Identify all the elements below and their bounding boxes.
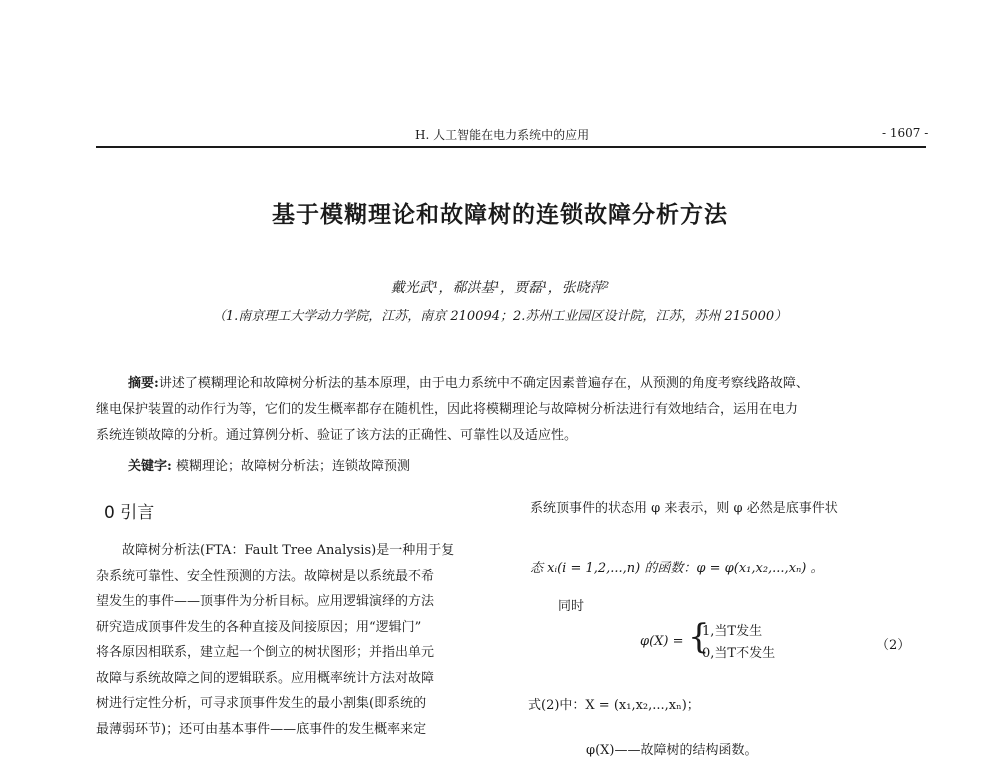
intro-line: 故障与系统故障之间的逻辑联系。应用概率统计方法对故障 — [96, 670, 435, 686]
section-heading: 0 引言 — [104, 503, 155, 523]
equation-brace: { — [688, 617, 710, 657]
keywords-label: 关键字: — [128, 459, 172, 474]
intro-paragraph — [96, 538, 498, 742]
equation-case-2: 0,当T不发生 — [702, 646, 776, 661]
abstract-line-1 — [96, 371, 926, 397]
abstract-text-1: 讲述了模糊理论和故障树分析法的基本原理，由于电力系统中不确定因素普遍存在，从预测的角度考察线路故障、 — [158, 376, 809, 391]
phi-definition: φ(X)——故障树的结构函数。 — [586, 743, 758, 758]
intro-line: 故障树分析法(FTA：Fault Tree Analysis)是一种用于复 — [122, 543, 455, 558]
abstract-line-2: 继电保护装置的动作行为等，它们的发生概率都存在随机性，因此将模糊理论与故障树分析法进行有效地结合，运用在电力 — [96, 402, 799, 417]
page-number: - 1607 - — [882, 126, 929, 140]
intro-line: 研究造成顶事件发生的各种直接及间接原因；用“逻辑门” — [96, 619, 422, 635]
author-list: 戴光武¹，郗洪基¹，贾磊¹，张晓萍² — [390, 280, 610, 296]
where-clause: 式(2)中：X = (x₁,x₂,...,xₙ)； — [528, 698, 700, 713]
abstract — [96, 371, 926, 449]
intro-line: 最薄弱环节)；还可由基本事件——底事件的发生概率来定 — [96, 721, 427, 737]
keywords — [128, 455, 410, 474]
abstract-label: 摘要: — [128, 376, 159, 391]
equation-case-1: 1,当T发生 — [702, 624, 763, 639]
equation-lhs: φ(X) = — [640, 634, 684, 649]
running-header-title: H. 人工智能在电力系统中的应用 — [415, 128, 590, 142]
abstract-line-3: 系统连锁故障的分析。通过算例分析、验证了该方法的正确性、可靠性以及适应性。 — [96, 428, 578, 443]
equation-number: （2） — [876, 638, 911, 653]
intro-line: 将各原因相联系，建立起一个倒立的树状图形；并指出单元 — [96, 645, 435, 660]
affiliations: （1.南京理工大学动力学院，江苏，南京 210094；2.苏州工业园区设计院，江苏，苏州 215000） — [212, 309, 788, 324]
intro-line: 杂系统可靠性、安全性预测的方法。故障树是以系统最不希 — [96, 568, 435, 584]
keywords-text: 模糊理论；故障树分析法；连锁故障预测 — [175, 459, 410, 474]
right-column-line-2: 态 xᵢ(i = 1,2,...,n) 的函数：φ = φ(x₁,x₂,...,xₙ) 。 — [530, 561, 824, 576]
intro-line: 树进行定性分析，可寻求顶事件发生的最小割集(即系统的 — [96, 696, 427, 711]
paper-title: 基于模糊理论和故障树的连锁故障分析方法 — [272, 201, 728, 228]
same-time-text: 同时 — [558, 599, 585, 614]
right-column-line-1: 系统顶事件的状态用 φ 来表示，则 φ 必然是底事件状 — [530, 501, 838, 516]
intro-line: 望发生的事件——顶事件为分析目标。应用逻辑演绎的方法 — [96, 594, 435, 609]
header-rule — [96, 146, 926, 148]
